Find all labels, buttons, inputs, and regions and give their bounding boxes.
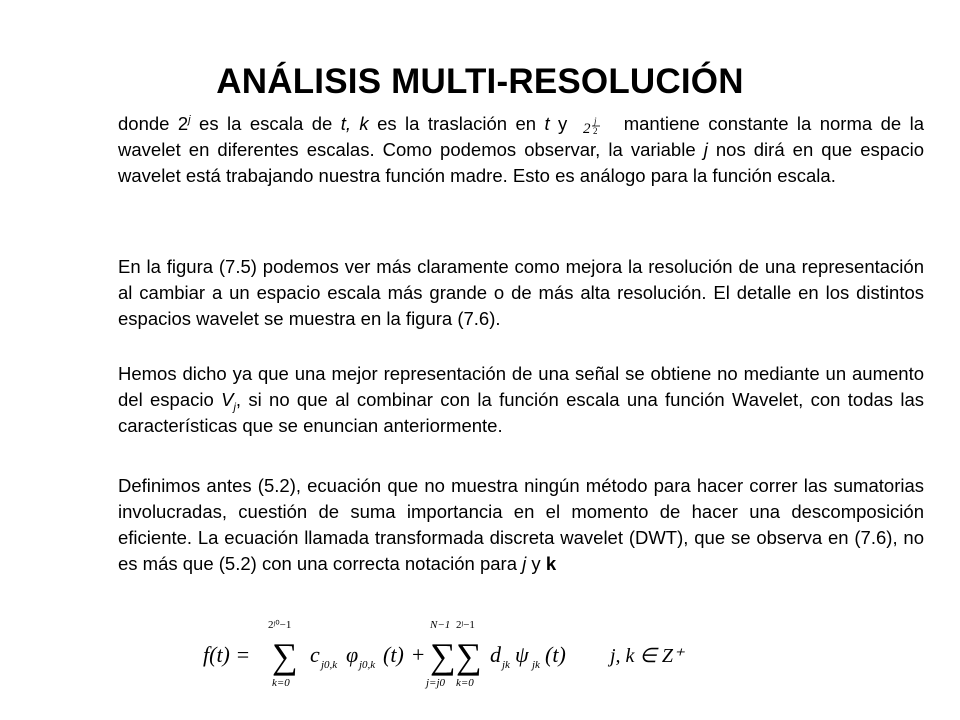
p3-text-a: Hemos dicho ya que una mejor representación de una señal se obtiene no mediante un aumento del espacio — [118, 363, 924, 410]
p1-var-tk: t, k — [340, 113, 369, 134]
p1-var-t: t — [544, 113, 550, 134]
sum3-symbol: ∑ — [456, 636, 482, 676]
paragraph-3 — [118, 361, 924, 439]
fraction-numerator: j — [594, 116, 597, 126]
p4-text-a: Definimos antes (5.2), ecuación que no muestra ningún método para hacer correr las sumatorias involucradas, cuestión de suma importancia en el momento de hacer una descomposición eficiente. La ecuación llamada transformada discreta wavelet (DWT), que se observa en (7.6), no es más que (5.2) con una correcta notación para — [118, 475, 924, 574]
sum1-lower-limit: k=0 — [272, 677, 290, 689]
sum2-lower-limit: j=j0 — [426, 677, 446, 689]
sum1-upper-limit: 2ʲ⁰−1 — [268, 619, 292, 631]
p1-sup-j: j — [188, 113, 191, 126]
term2-arg: (t) — [545, 642, 566, 667]
p3-text-b: , si no que al combinar con la función escala una función Wavelet, con todas las características que se enuncian anteriormente. — [118, 389, 924, 436]
inline-fraction — [567, 116, 615, 134]
p1-text-f: nos dirá en que espacio wavelet está trabajando nuestra función madre. Esto es análogo para la función escala. — [118, 139, 924, 186]
p1-text-a: donde 2 — [118, 113, 189, 134]
fraction-base: 2 — [583, 121, 591, 134]
sum3-lower-limit: k=0 — [456, 677, 474, 689]
formula-domain: j, k ∈ Z⁺ — [610, 645, 684, 667]
term2-d: d — [490, 642, 501, 667]
term1-arg: (t) — [383, 642, 404, 667]
term1-phi-sub: j0,k — [359, 659, 376, 671]
fraction-denominator: 2 — [593, 126, 598, 134]
p3-sub-j: j — [233, 401, 236, 414]
paragraph-4 — [118, 473, 924, 577]
p1-var-j: j — [703, 139, 708, 160]
term1-c-sub: j0,k — [321, 659, 338, 671]
p1-text-b: es la escala de — [190, 113, 341, 134]
p4-text-y: y — [526, 553, 546, 574]
term1-phi: φ — [346, 642, 359, 667]
sum2-symbol: ∑ — [430, 636, 456, 676]
sum2-upper-limit: N−1 — [430, 619, 451, 631]
p4-var-k: k — [545, 553, 557, 574]
paragraph-1 — [118, 111, 924, 189]
p1-text-e: mantiene constante la norma de la wavelet en diferentes escalas. Como podemos observar, la variable — [118, 113, 924, 160]
formula-plus: + — [412, 642, 425, 667]
formula-lhs: f(t) = — [203, 642, 251, 667]
term1-c: c — [310, 642, 320, 667]
p3-var-V: V — [221, 389, 234, 410]
term2-psi-sub: jk — [532, 659, 540, 671]
sum3-upper-limit: 2ʲ−1 — [456, 619, 475, 631]
paragraph-2: En la figura (7.5) podemos ver más claramente como mejora la resolución de una representación al cambiar a un espacio escala más grande o de más alta resolución. El detalle en los distintos espacios wavelet se muestra en la figura (7.6). — [118, 256, 924, 329]
term2-psi: ψ — [515, 642, 529, 667]
p4-var-j: j — [522, 553, 527, 574]
p1-text-c: es la traslación en — [368, 113, 545, 134]
page-title: ANÁLISIS MULTI-RESOLUCIÓN — [216, 62, 744, 101]
sum1-symbol: ∑ — [272, 636, 298, 676]
term2-d-sub: jk — [502, 659, 510, 671]
p1-text-d: y — [549, 113, 568, 134]
dwt-formula — [190, 615, 910, 695]
